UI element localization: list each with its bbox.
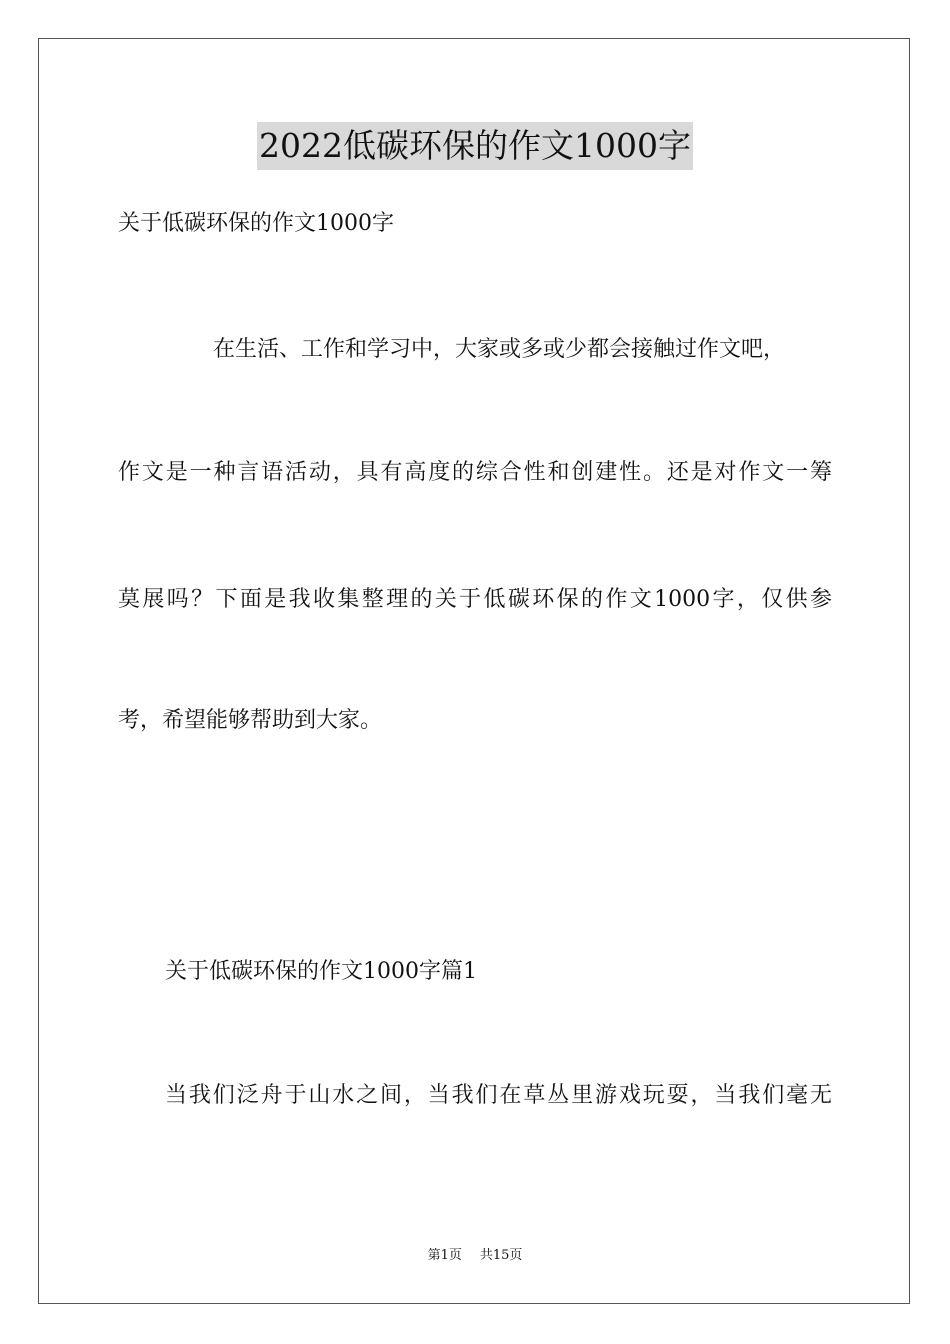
page-footer: [0, 1246, 950, 1266]
intro-line-1: 在生活、工作和学习中，大家或多或少都会接触过作文吧，: [213, 337, 786, 362]
intro-line-3: 莫展吗？下面是我收集整理的关于低碳环保的作文1000字，仅供参: [118, 587, 832, 612]
intro-line-4: 考，希望能够帮助到大家。: [118, 708, 383, 733]
title-container: [0, 122, 950, 170]
section-heading: 关于低碳环保的作文1000字篇1: [165, 959, 477, 984]
document-subtitle: 关于低碳环保的作文1000字: [118, 211, 394, 236]
intro-line-2: 作文是一种言语活动，具有高度的综合性和创建性。还是对作文一筹: [118, 460, 832, 485]
page-number-total: 共15页: [479, 1248, 523, 1263]
page-number-current: 第1页: [427, 1248, 462, 1263]
document-title: 2022低碳环保的作文1000字: [257, 122, 693, 170]
section-line-1: 当我们泛舟于山水之间，当我们在草丛里游戏玩耍，当我们毫无: [165, 1083, 832, 1108]
